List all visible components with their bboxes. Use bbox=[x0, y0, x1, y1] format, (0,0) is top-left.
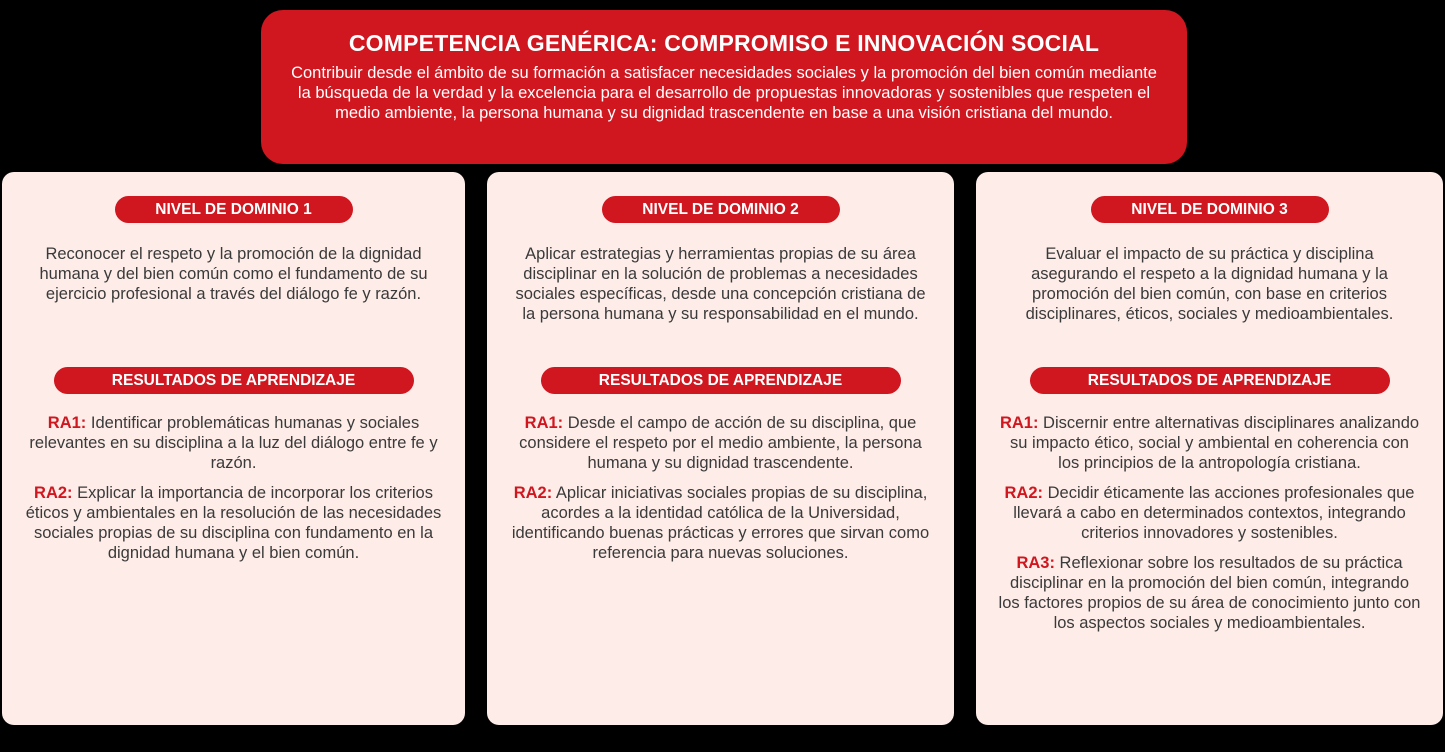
result-item bbox=[509, 413, 932, 473]
result-text: Desde el campo de acción de su disciplina, que considere el respeto por el medio ambiente, la persona humana y su dignidad trascendente. bbox=[519, 414, 922, 472]
level-title-1: NIVEL DE DOMINIO 1 bbox=[115, 196, 353, 223]
level-title-2: NIVEL DE DOMINIO 2 bbox=[602, 196, 840, 223]
results-title-2: RESULTADOS DE APRENDIZAJE bbox=[541, 367, 901, 394]
level-description-2: Aplicar estrategias y herramientas propias de su área disciplinar en la solución de problemas a necesidades sociales específicas, desde una concepción cristiana de la persona humana y su responsabilidad en el mundo. bbox=[515, 245, 926, 323]
level-card-1 bbox=[2, 172, 465, 725]
result-label: RA1: bbox=[999, 414, 1039, 432]
result-label: RA1: bbox=[47, 414, 87, 432]
level-card-2 bbox=[487, 172, 954, 725]
competency-title: COMPETENCIA GENÉRICA: COMPROMISO E INNOVACIÓN SOCIAL bbox=[348, 30, 1100, 56]
result-label: RA2: bbox=[513, 484, 553, 502]
result-label: RA3: bbox=[1016, 554, 1055, 572]
level-title-3: NIVEL DE DOMINIO 3 bbox=[1091, 196, 1329, 223]
result-item bbox=[998, 413, 1421, 473]
result-text: Aplicar iniciativas sociales propias de su disciplina, acordes a la identidad católica de la Universidad, identificando buenas prácticas y errores que sirvan como referencia para nuevas soluciones. bbox=[511, 484, 930, 562]
result-text: Discernir entre alternativas disciplinares analizando su impacto ético, social y ambiental en coherencia con los principios de la antropología cristiana. bbox=[1010, 414, 1420, 472]
level-description-1: Reconocer el respeto y la promoción de la dignidad humana y del bien común como el fundamento de su ejercicio profesional a través del diálogo fe y razón. bbox=[39, 245, 428, 303]
result-label: RA2: bbox=[34, 484, 73, 502]
result-text: Identificar problemáticas humanas y sociales relevantes en su disciplina a la luz del diálogo entre fe y razón. bbox=[29, 414, 438, 472]
results-list-3 bbox=[998, 413, 1421, 643]
results-title-1: RESULTADOS DE APRENDIZAJE bbox=[54, 367, 414, 394]
level-card-3 bbox=[976, 172, 1443, 725]
result-item bbox=[24, 413, 443, 473]
results-title-3: RESULTADOS DE APRENDIZAJE bbox=[1030, 367, 1390, 394]
results-list-2 bbox=[509, 413, 932, 573]
result-label: RA1: bbox=[524, 414, 564, 432]
result-text: Decidir éticamente las acciones profesionales que llevará a cabo en determinados contextos, integrando criterios innovadores y sostenibles. bbox=[1013, 484, 1415, 542]
competency-header bbox=[261, 10, 1187, 164]
result-item bbox=[509, 483, 932, 563]
level-description-3: Evaluar el impacto de su práctica y disciplina asegurando el respeto a la dignidad humana y la promoción del bien común, con base en criterios disciplinares, éticos, sociales y medioambientales. bbox=[1025, 245, 1394, 323]
result-text: Explicar la importancia de incorporar los criterios éticos y ambientales en la resolución de las necesidades sociales propias de su disciplina con fundamento en la dignidad humana y el bien común. bbox=[25, 484, 442, 562]
result-text: Reflexionar sobre los resultados de su práctica disciplinar en la promoción del bien común, integrando los factores propios de su área de conocimiento junto con los aspectos sociales y medioambientales. bbox=[998, 554, 1421, 632]
result-item bbox=[24, 483, 443, 563]
result-item bbox=[998, 553, 1421, 633]
competency-description: Contribuir desde el ámbito de su formación a satisfacer necesidades sociales y la promoción del bien común mediante la búsqueda de la verdad y la excelencia para el desarrollo de propuestas innovadoras y sostenibles que respeten el medio ambiente, la persona humana y su dignidad trascendente en base a una visión cristiana del mundo. bbox=[291, 64, 1157, 122]
result-item bbox=[998, 483, 1421, 543]
results-list-1 bbox=[24, 413, 443, 573]
result-label: RA2: bbox=[1004, 484, 1044, 502]
